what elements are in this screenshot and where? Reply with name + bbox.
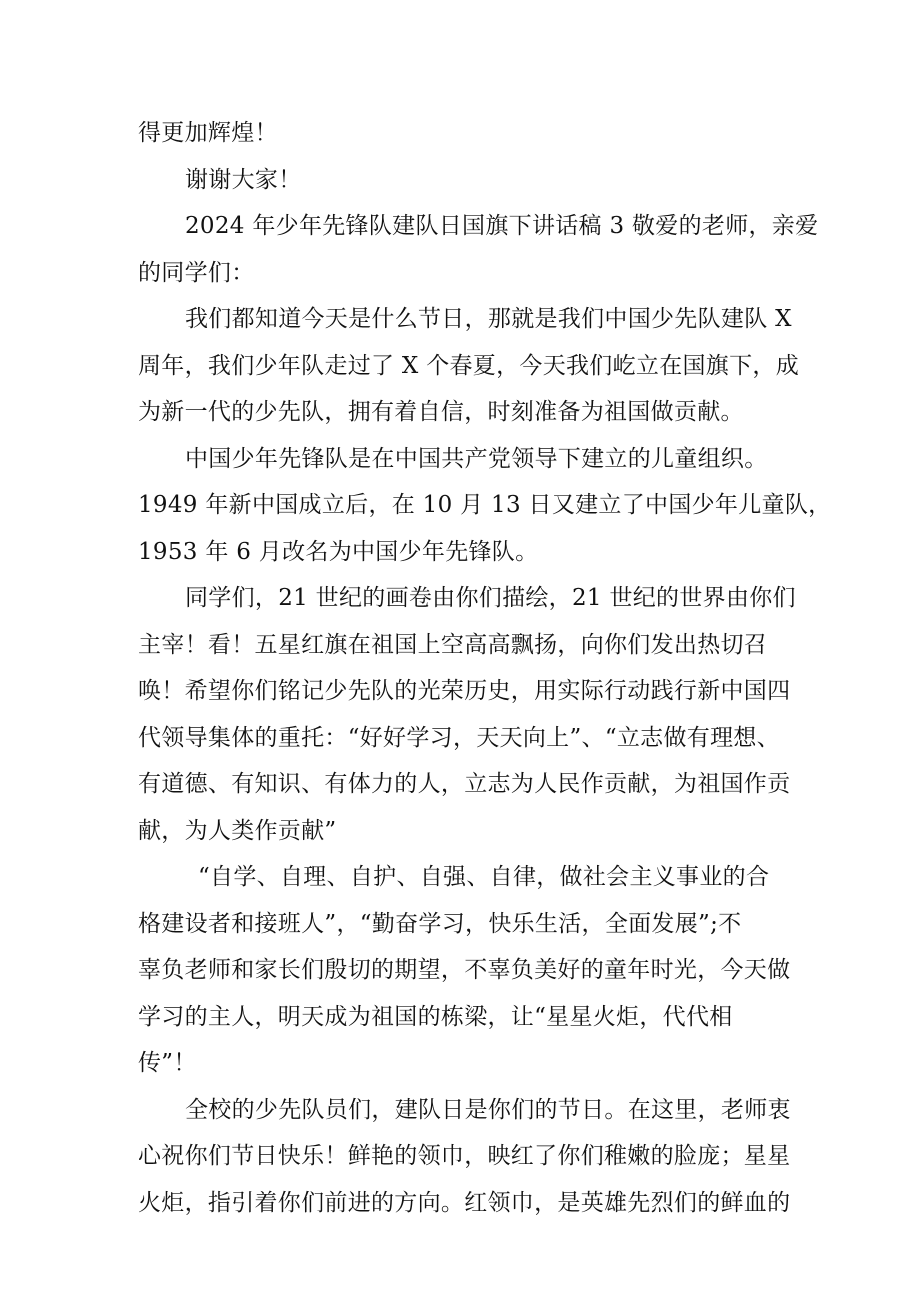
text-line: “自学、自理、自护、自强、自律，做社会主义事业的合	[198, 864, 770, 890]
text-line: 同学们，21 世纪的画卷由你们描绘，21 世纪的世界由你们	[185, 585, 796, 611]
text-line: 心祝你们节日快乐！鲜艳的领巾，映红了你们稚嫩的脸庞；星星	[138, 1143, 791, 1169]
text-line: 1949 年新中国成立后，在 10 月 13 日又建立了中国少年儿童队，	[138, 492, 832, 518]
text-line: 格建设者和接班人”，“勤奋学习，快乐生活，全面发展”;不	[138, 910, 742, 937]
paragraph	[138, 436, 832, 576]
text-line: 2024 年少年先锋队建队日国旗下讲话稿 3 敬爱的老师，亲爱	[185, 213, 819, 239]
paragraph	[138, 296, 799, 436]
text-line: 主宰！看！五星红旗在祖国上空高高飘扬，向你们发出热切召	[138, 631, 768, 658]
text-line: 的同学们：	[138, 259, 255, 286]
text-line: 周年，我们少年队走过了 X 个春夏，今天我们屹立在国旗下，成	[138, 352, 799, 379]
text-line: 为新一代的少先队，拥有着自信，时刻准备为祖国做贡献。	[138, 399, 744, 425]
paragraph	[138, 203, 819, 296]
text-line: 中国少年先锋队是在中国共产党领导下建立的儿童组织。	[185, 445, 768, 472]
paragraph	[138, 575, 796, 854]
text-line: 唤！希望你们铭记少先队的光荣历史，用实际行动践行新中国四	[138, 678, 791, 704]
text-line: 火炬，指引着你们前进的方向。红领巾，是英雄先烈们的鲜血的	[138, 1189, 791, 1216]
text-line: 代领导集体的重托：“好好学习，天天向上”、“立志做有理想、	[138, 724, 780, 751]
paragraph	[138, 157, 788, 204]
paragraph	[138, 1087, 791, 1227]
paragraph	[138, 110, 788, 157]
document-body	[138, 110, 832, 1226]
text-line: 1953 年 6 月改名为中国少年先锋队。	[138, 538, 539, 565]
text-line: 谢谢大家！	[185, 166, 302, 193]
text-line: 献，为人类作贡献”	[138, 817, 337, 844]
text-line: 传”！	[138, 1050, 197, 1076]
text-line: 我们都知道今天是什么节日，那就是我们中国少先队建队 X	[185, 306, 792, 332]
text-line: 辜负老师和家长们殷切的期望，不辜负美好的童年时光，今天做	[138, 957, 791, 983]
text-line: 学习的主人，明天成为祖国的栋梁，让“星星火炬，代代相	[138, 1003, 733, 1030]
paragraph	[138, 854, 791, 1087]
text-line: 得更加辉煌！	[138, 120, 278, 146]
text-line: 全校的少先队员们，建队日是你们的节日。在这里，老师衷	[185, 1096, 791, 1123]
text-line: 有道德、有知识、有体力的人，立志为人民作贡献，为祖国作贡	[138, 771, 791, 797]
